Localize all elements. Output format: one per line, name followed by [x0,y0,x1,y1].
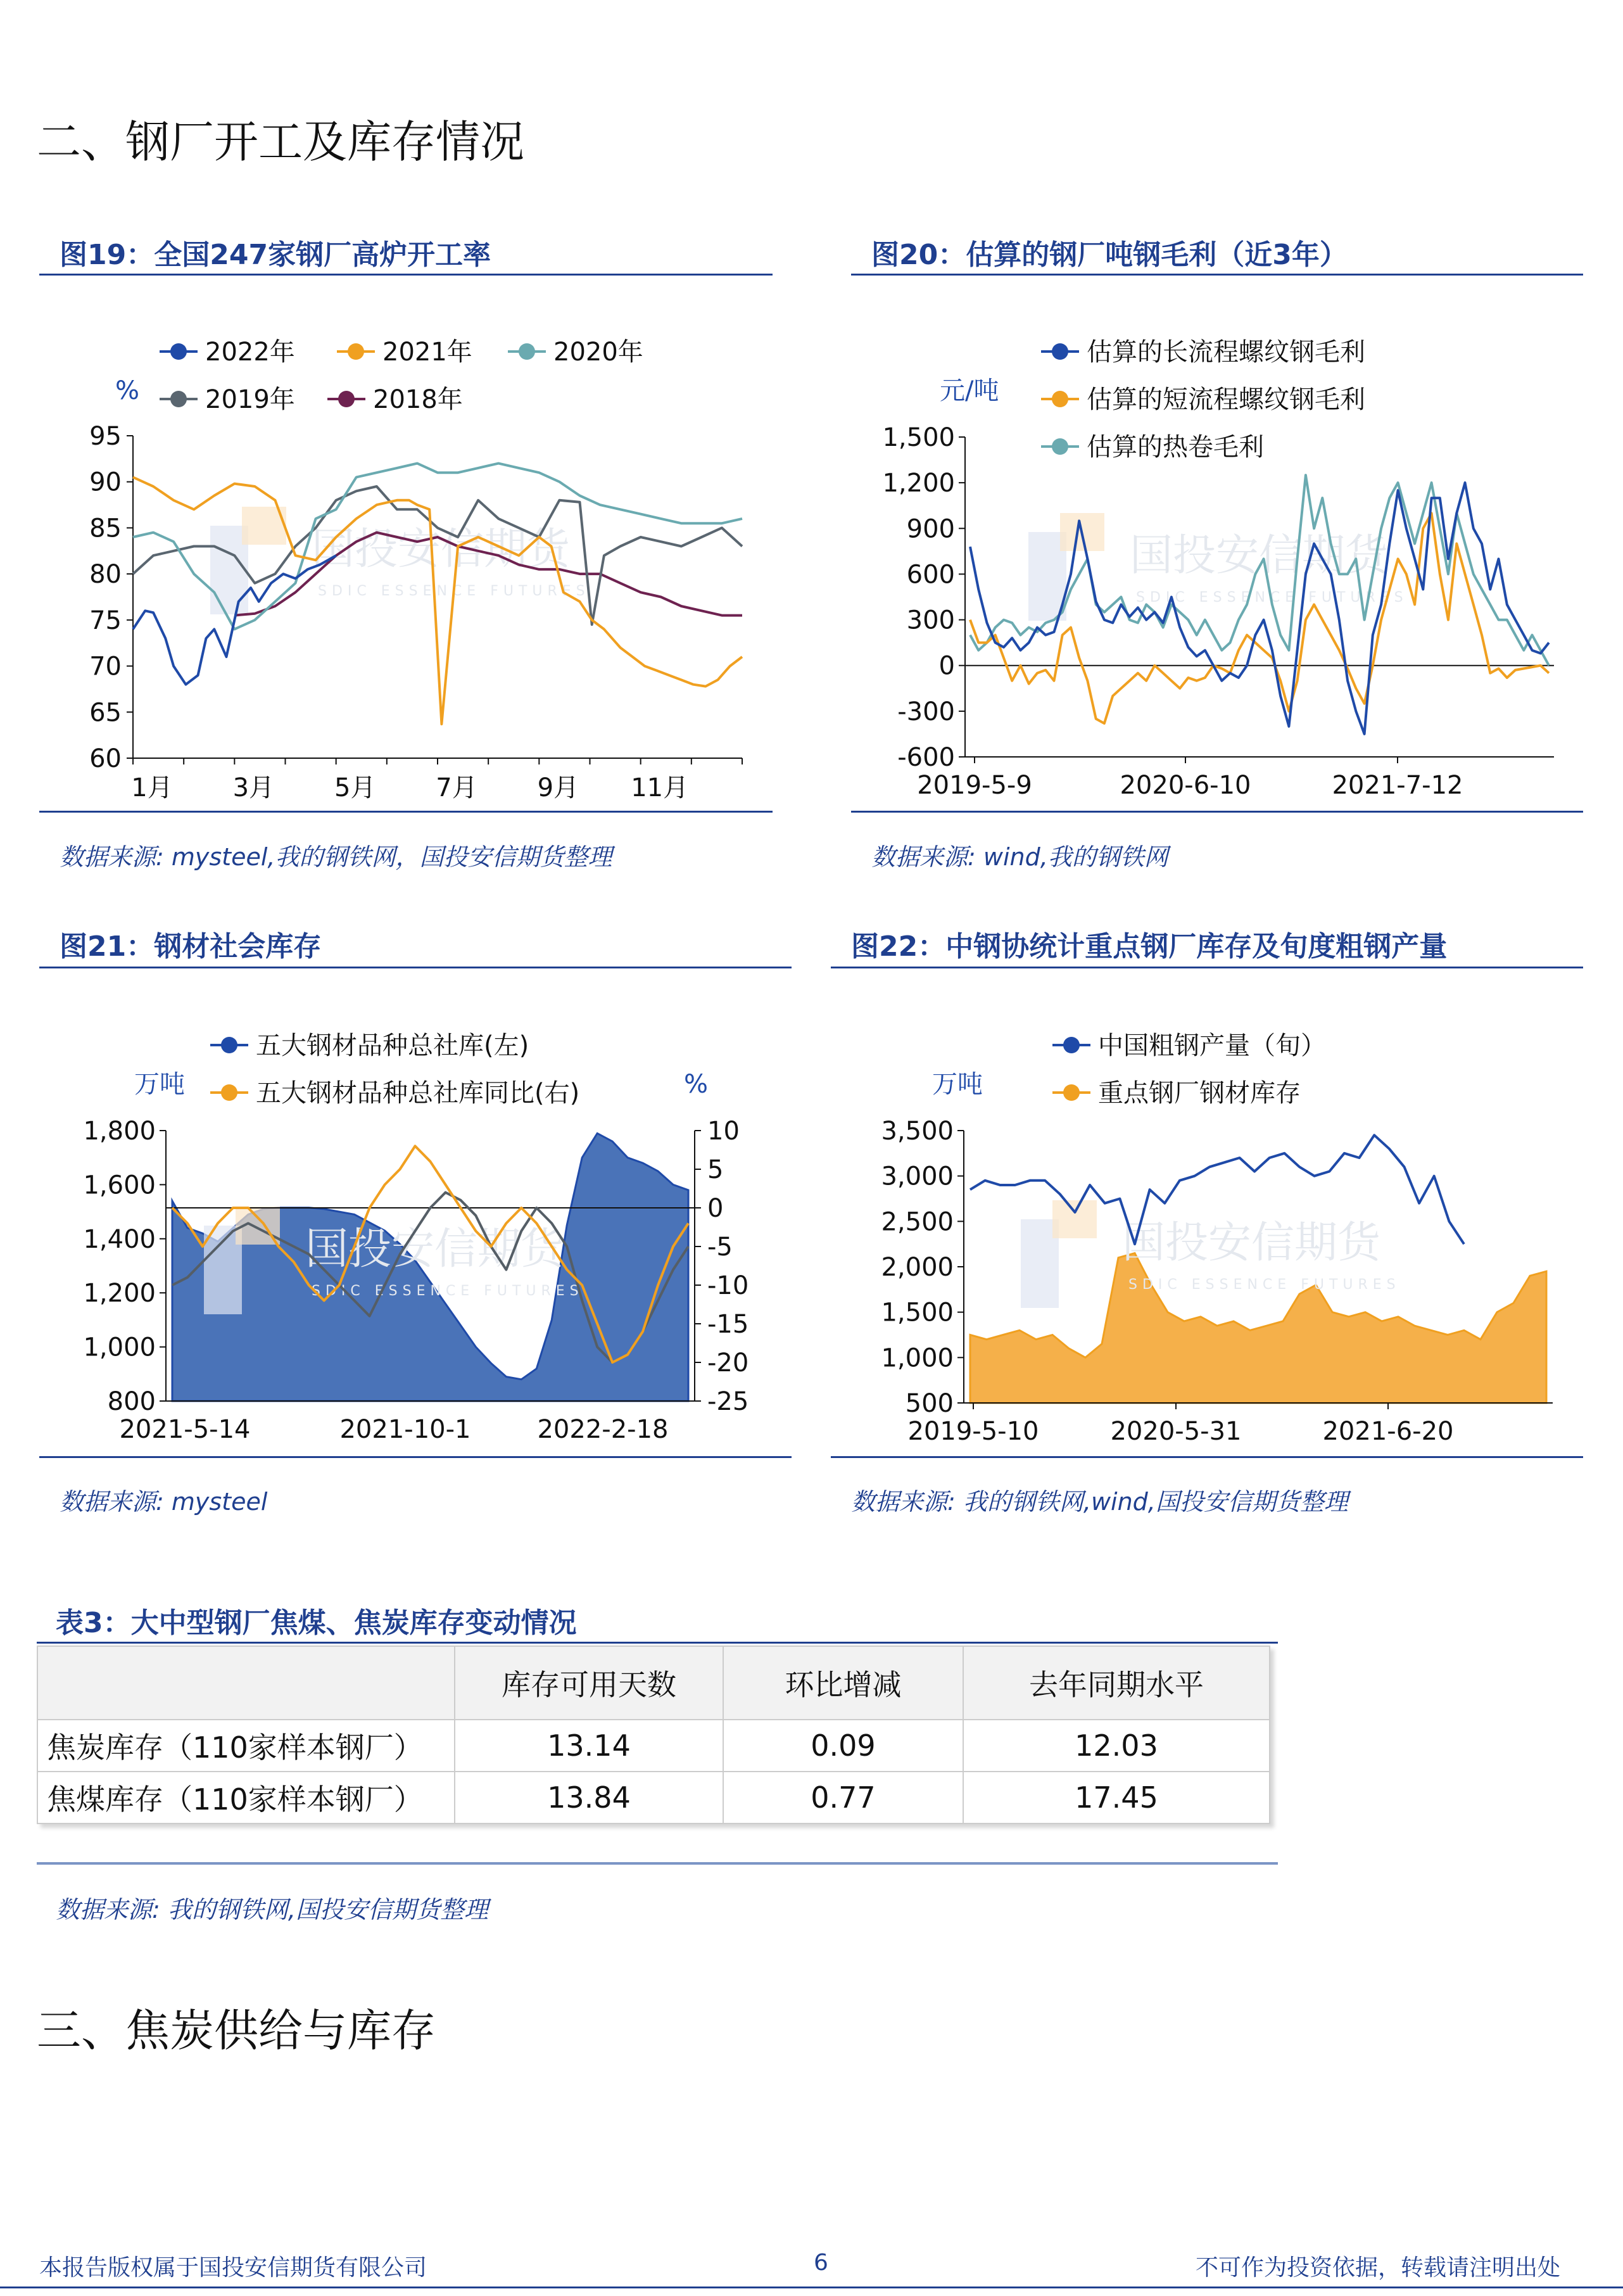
y-tick-label: 1,000 [83,1333,156,1362]
table-3-wrapper [37,1646,1270,1824]
figure-20-rule [851,274,1583,276]
legend-2022-marker [170,343,187,360]
figure-22-rule-bottom [831,1456,1583,1458]
y-tick-label: 1,200 [882,469,955,498]
section-title: 二、钢厂开工及库存情况 [37,116,524,168]
legend-2019-label: 2019年 [205,385,295,414]
table-cell: 13.84 [455,1772,723,1823]
footer-rule [0,2286,1623,2288]
legend-short-process-label: 估算的短流程螺纹钢毛利 [1087,385,1365,414]
table-header-row [37,1646,1270,1720]
figure-19-rule [39,274,773,276]
y-tick-label: 95 [89,422,122,451]
section-title: 三、焦炭供给与库存 [37,2005,436,2057]
table-row [37,1772,1270,1823]
watermark-text: SDIC ESSENCE FUTURES [312,1283,584,1299]
y-tick-label: 500 [905,1389,954,1418]
legend-2019-marker [170,391,187,407]
table-3-rule [37,1642,1278,1644]
watermark-text: SDIC ESSENCE FUTURES [1136,590,1408,606]
figure-21-rule [39,967,792,968]
figure-19-title: 图19：全国247家钢厂高炉开工率 [60,239,491,271]
legend-2020-label: 2020年 [553,338,643,367]
x-tick-label: 3月 [232,773,275,802]
x-tick-label: 2019-5-10 [907,1417,1039,1446]
x-tick-label: 2021-7-12 [1332,771,1463,800]
figure-20-chart [851,285,1598,811]
y-tick-label: 600 [906,560,955,590]
x-tick-label: 2021-6-20 [1322,1417,1454,1446]
table-3-source: 数据来源: 我的钢铁网,国投安信期货整理 [56,1896,488,1924]
x-tick-label: 2021-5-14 [119,1415,251,1444]
x-tick-label: 2021-10-1 [339,1415,471,1444]
legend-short-process-marker [1052,391,1068,407]
table-cell: 0.77 [723,1772,963,1823]
page-number: 6 [814,2250,828,2276]
y-axis-label: 元/吨 [940,376,999,405]
figure-21-chart [39,979,799,1457]
table-3-title: 表3：大中型钢厂焦煤、焦炭库存变动情况 [56,1607,577,1639]
figure-20-title: 图20：估算的钢厂吨钢毛利（近3年） [871,239,1348,271]
y2-tick-label: 0 [707,1194,724,1223]
y2-axis-label: % [684,1070,709,1099]
y-tick-label: 2,000 [881,1253,954,1282]
legend-long-process-marker [1052,343,1068,360]
y-tick-label: 65 [89,698,122,728]
legend-long-process-label: 估算的长流程螺纹钢毛利 [1087,338,1365,367]
y-axis-label: % [115,376,140,405]
table-cell: 12.03 [963,1720,1270,1772]
legend-crude-steel-label: 中国粗钢产量（旬） [1098,1031,1326,1060]
y-tick-label: 1,500 [882,423,955,452]
figure-22-title: 图22：中钢协统计重点钢厂库存及旬度粗钢产量 [851,930,1448,963]
figure-22-rule [831,967,1583,968]
footer-disclaimer: 不可作为投资依据，转载请注明出处 [1196,2255,1561,2281]
legend-2021-label: 2021年 [382,338,472,367]
x-tick-label: 11月 [631,773,689,802]
figure-22-source: 数据来源: 我的钢铁网,wind,国投安信期货整理 [851,1488,1348,1516]
figure-19-rule-bottom [39,811,773,813]
y-tick-label: 3,000 [881,1162,954,1191]
x-tick-label: 9月 [537,773,579,802]
y2-tick-label: -20 [707,1348,749,1378]
table-header-cell [37,1646,455,1720]
table-cell: 13.14 [455,1720,723,1772]
figure-21-title: 图21：钢材社会库存 [60,930,322,963]
x-tick-label: 2019-5-9 [917,771,1032,800]
legend-steel-inventory-marker [1063,1084,1080,1101]
watermark-text: 国投安信期货 [1130,531,1389,581]
x-tick-label: 7月 [436,773,477,802]
x-tick-label: 5月 [334,773,376,802]
legend-yoy-label: 五大钢材品种总社库同比(右) [256,1079,580,1108]
legend-yoy-marker [221,1084,237,1101]
x-tick-label: 2020-6-10 [1120,771,1251,800]
y2-tick-label: -5 [707,1233,733,1262]
y-tick-label: -600 [897,743,955,772]
y-tick-label: 3,500 [881,1117,954,1146]
table-header-cell: 库存可用天数 [455,1646,723,1720]
y2-tick-label: -25 [707,1387,749,1416]
figure-19-source: 数据来源: mysteel,我的钢铁网，国投安信期货整理 [60,843,612,871]
table-cell: 0.09 [723,1720,963,1772]
y2-tick-label: -15 [707,1310,749,1339]
legend-2021-marker [348,343,364,360]
y-tick-label: 90 [89,467,122,497]
watermark-text: 国投安信期货 [305,1224,564,1274]
table-3 [37,1646,1270,1824]
figure-21-rule-bottom [39,1456,792,1458]
x-tick-label: 1月 [131,773,173,802]
watermark-text: 国投安信期货 [312,524,571,574]
y2-tick-label: -10 [707,1271,749,1300]
y-tick-label: 85 [89,514,122,543]
y-tick-label: 60 [89,744,122,773]
y-tick-label: 80 [89,560,122,590]
table-header-cell: 去年同期水平 [963,1646,1270,1720]
y-tick-label: 2,500 [881,1207,954,1237]
y-tick-label: 75 [89,606,122,635]
y-tick-label: 1,200 [83,1279,156,1309]
y-tick-label: 1,400 [83,1224,156,1254]
legend-steel-inventory-label: 重点钢厂钢材库存 [1098,1079,1301,1108]
y-tick-label: -300 [897,697,955,726]
y-tick-label: 900 [906,514,955,544]
legend-crude-steel-marker [1063,1037,1080,1053]
legend-hot-coil-label: 估算的热卷毛利 [1087,433,1264,462]
y-tick-label: 800 [107,1387,156,1416]
figure-20-rule-bottom [851,811,1583,813]
legend-2018-marker [338,391,355,407]
table-row [37,1720,1270,1772]
y-tick-label: 70 [89,652,122,682]
legend-inventory-marker [221,1037,237,1053]
footer-copyright: 本报告版权属于国投安信期货有限公司 [39,2255,427,2281]
figure-22-chart [831,979,1597,1457]
y2-tick-label: 10 [707,1117,740,1146]
legend-2020-marker [519,343,535,360]
y-tick-label: 300 [906,606,955,635]
legend-2018-label: 2018年 [373,385,463,414]
y-tick-label: 1,600 [83,1170,156,1200]
y-tick-label: 1,000 [881,1343,954,1373]
figure-19-chart [39,285,786,811]
y2-tick-label: 5 [707,1155,724,1184]
x-tick-label: 2022-2-18 [537,1415,669,1444]
watermark-text: SDIC ESSENCE FUTURES [318,583,590,599]
y-axis-label: 万吨 [932,1070,983,1099]
table-3-rule-bottom [37,1862,1278,1865]
legend-inventory-label: 五大钢材品种总社库(左) [256,1031,529,1060]
figure-20-source: 数据来源: wind,我的钢铁网 [871,843,1168,871]
x-tick-label: 2020-5-31 [1110,1417,1242,1446]
y-axis-label: 万吨 [134,1070,185,1099]
legend-hot-coil-marker [1052,438,1068,455]
y-tick-label: 0 [938,651,955,681]
watermark-logo [1052,1200,1097,1238]
table-cell: 17.45 [963,1772,1270,1823]
y-tick-label: 1,800 [83,1117,156,1146]
y-tick-label: 1,500 [881,1298,954,1328]
watermark-text: 国投安信期货 [1122,1218,1381,1268]
figure-21-source: 数据来源: mysteel [60,1488,268,1516]
watermark-text: SDIC ESSENCE FUTURES [1128,1277,1401,1293]
table-header-cell: 环比增减 [723,1646,963,1720]
table-row-label: 焦炭库存（110家样本钢厂） [37,1720,455,1772]
table-row-label: 焦煤库存（110家样本钢厂） [37,1772,455,1823]
legend-2022-label: 2022年 [205,338,295,367]
